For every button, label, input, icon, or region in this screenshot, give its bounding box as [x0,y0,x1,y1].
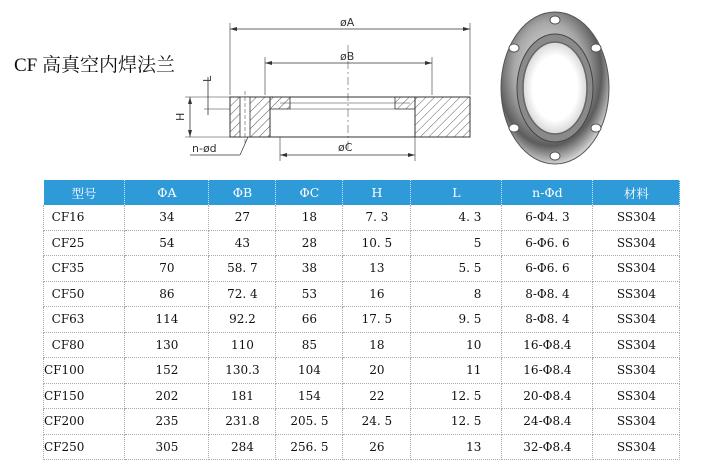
table-cell: 22 [343,383,411,409]
table-cell: 12. 5 [411,383,502,409]
table-cell: 58. 7 [209,256,276,282]
table-row [44,281,680,307]
table-cell: 16-Φ8.4 [502,358,593,384]
table-cell: 24-Φ8.4 [502,409,593,435]
table-cell: SS304 [593,332,680,358]
table-cell: 5 [411,230,502,256]
table-cell: 16-Φ8.4 [502,332,593,358]
header-cell: n-Φd [502,180,593,205]
table-cell: CF100 [44,358,125,384]
table-cell: 13 [411,434,502,460]
table-cell: 6-Φ6. 6 [502,230,593,256]
table-cell: CF63 [44,307,125,333]
table-cell: SS304 [593,281,680,307]
table-cell: 20 [343,358,411,384]
dim-phi-a-label: øA [340,16,355,29]
table-cell: CF35 [44,256,125,282]
header-cell: ΦB [209,180,276,205]
table-cell: 130 [125,332,209,358]
table-cell: 85 [276,332,343,358]
table-cell: 130.3 [209,358,276,384]
table-cell: 32-Φ8.4 [502,434,593,460]
table-cell: 66 [276,307,343,333]
dim-h-label: H [174,112,187,121]
table-row [44,205,680,230]
table-cell: 13 [343,256,411,282]
table-cell: 92.2 [209,307,276,333]
table-cell: CF16 [44,205,125,230]
header-cell: ΦC [276,180,343,205]
table-cell: 235 [125,409,209,435]
table-cell: 18 [343,332,411,358]
table-cell: 154 [276,383,343,409]
table-cell: 202 [125,383,209,409]
dim-phi-c-label: øC [338,141,353,154]
table-cell: 72. 4 [209,281,276,307]
flange-photo [500,8,610,168]
table-cell: SS304 [593,358,680,384]
table-cell: CF200 [44,409,125,435]
table-cell: CF150 [44,383,125,409]
table-cell: 231.8 [209,409,276,435]
table-row [44,358,680,384]
table-cell: SS304 [593,230,680,256]
table-cell: CF25 [44,230,125,256]
table-cell: 24. 5 [343,409,411,435]
table-cell: 8-Φ8. 4 [502,307,593,333]
table-cell: CF250 [44,434,125,460]
table-cell: 86 [125,281,209,307]
table-cell: 4. 3 [411,205,502,230]
table-cell: CF50 [44,281,125,307]
table-cell: SS304 [593,434,680,460]
table-cell: SS304 [593,205,680,230]
table-cell: SS304 [593,307,680,333]
table-cell: 6-Φ4. 3 [502,205,593,230]
table-cell: SS304 [593,256,680,282]
header-cell: ΦA [125,180,209,205]
table-row [44,332,680,358]
table-header-row [44,180,680,205]
table-cell: 16 [343,281,411,307]
table-cell: 305 [125,434,209,460]
table-cell: 8-Φ8. 4 [502,281,593,307]
table-cell: 7. 3 [343,205,411,230]
table-cell: 114 [125,307,209,333]
table-cell: 152 [125,358,209,384]
table-cell: 34 [125,205,209,230]
table-cell: 181 [209,383,276,409]
header-cell: 材料 [593,180,680,205]
table-row [44,383,680,409]
table-cell: SS304 [593,383,680,409]
table-cell: 8 [411,281,502,307]
table-row [44,409,680,435]
table-cell: 10 [411,332,502,358]
header-cell: 型号 [44,180,125,205]
table-cell: 11 [411,358,502,384]
table-row [44,230,680,256]
header-cell: H [343,180,411,205]
table-cell: 256. 5 [276,434,343,460]
table-cell: 6-Φ6. 6 [502,256,593,282]
table-cell: 38 [276,256,343,282]
table-cell: 26 [343,434,411,460]
table-row [44,307,680,333]
table-cell: 12. 5 [411,409,502,435]
table-cell: 5. 5 [411,256,502,282]
table-cell: 104 [276,358,343,384]
dim-phi-b-label: øB [340,50,355,63]
table-row [44,434,680,460]
dim-n-phi-d-label: n-ød [192,142,217,155]
table-cell: 43 [209,230,276,256]
table-cell: 18 [276,205,343,230]
table-cell: 54 [125,230,209,256]
table-cell: CF80 [44,332,125,358]
table-cell: 53 [276,281,343,307]
table-cell: 20-Φ8.4 [502,383,593,409]
table-cell: 110 [209,332,276,358]
table-cell: 17. 5 [343,307,411,333]
table-cell: 28 [276,230,343,256]
table-cell: 70 [125,256,209,282]
spec-table [43,180,680,460]
table-row [44,256,680,282]
flange-technical-drawing [170,5,490,165]
table-cell: SS304 [593,409,680,435]
table-cell: 205. 5 [276,409,343,435]
table-cell: 9. 5 [411,307,502,333]
dim-l-label: L [201,75,214,82]
table-cell: 27 [209,205,276,230]
table-cell: 284 [209,434,276,460]
table-cell: 10. 5 [343,230,411,256]
page-title: CF 高真空内焊法兰 [14,55,175,76]
header-cell: L [411,180,502,205]
